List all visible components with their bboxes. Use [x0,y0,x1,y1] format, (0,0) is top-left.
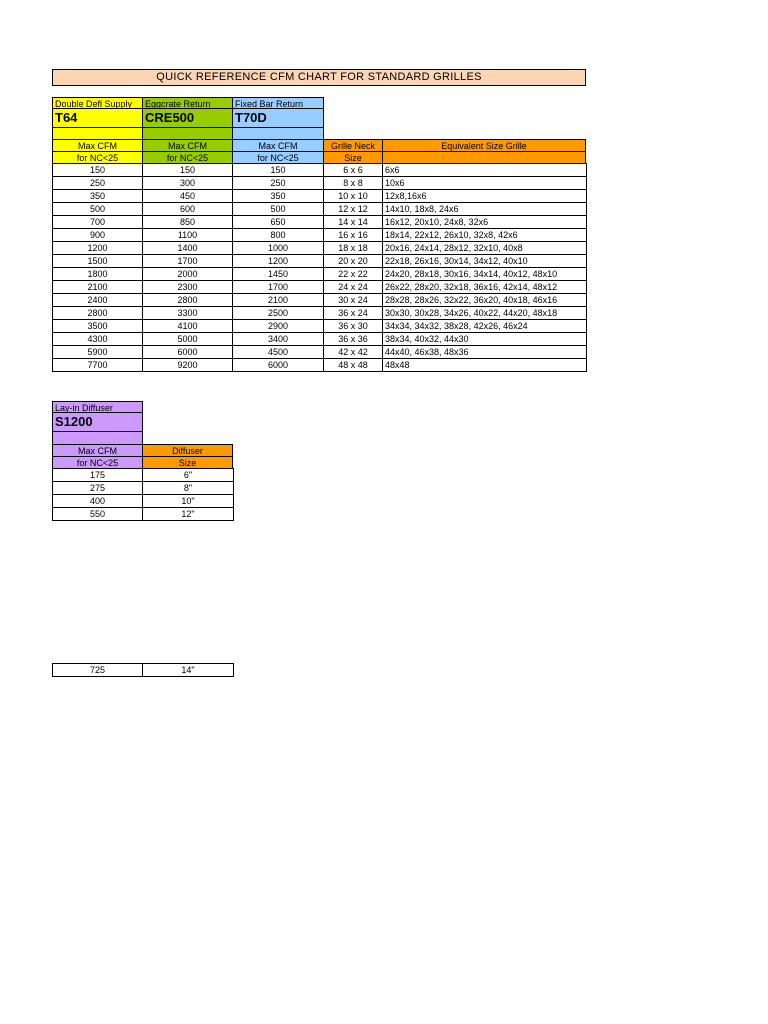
diffuser-cfm-cell: 550 [53,508,143,521]
diffuser-model: S1200 [52,412,143,432]
diffuser-cfm-cell: 400 [53,495,143,508]
table-row [53,203,587,216]
cre500-cfm-cell: 600 [143,203,233,216]
t70d-model: T70D [232,108,324,128]
neck-size-cell: 24 x 24 [324,281,383,294]
table-row [53,508,234,521]
t64-cfm-cell: 5900 [53,346,143,359]
equivalent-size-header: Equivalent Size Grille [382,139,586,152]
diffuser-size-header: Diffuser [142,444,233,457]
grille-cfm-table [52,163,587,372]
cre500-cfm-cell: 2800 [143,294,233,307]
cre500-cfm-cell: 850 [143,216,233,229]
t64-model: T64 [52,108,143,128]
chart-title: QUICK REFERENCE CFM CHART FOR STANDARD GRILLES [52,69,586,86]
t64-nc-header: for NC<25 [52,151,143,164]
t64-cfm-cell: 2400 [53,294,143,307]
t64-cfm-cell: 2100 [53,281,143,294]
diffuser-maxcfm-header: Max CFM [52,444,143,457]
table-row [53,469,234,482]
t64-cfm-cell: 1800 [53,268,143,281]
t64-cfm-cell: 1500 [53,255,143,268]
t70d-cfm-cell: 2900 [233,320,324,333]
neck-size-cell: 30 x 24 [324,294,383,307]
neck-size-cell: 36 x 24 [324,307,383,320]
t64-cfm-cell: 2800 [53,307,143,320]
neck-size-cell: 36 x 36 [324,333,383,346]
diffuser-cfm-table [52,468,234,521]
cre500-type-label: Eggcrate Return [142,97,233,109]
table-row [53,268,587,281]
t70d-cfm-cell: 3400 [233,333,324,346]
neck-size-cell: 16 x 16 [324,229,383,242]
table-row [53,229,587,242]
equivalent-size-cell: 18x14, 22x12, 26x10, 32x8, 42x6 [383,229,587,242]
cre500-maxcfm-header: Max CFM [142,139,233,152]
t70d-cfm-cell: 1000 [233,242,324,255]
equivalent-size-cell: 22x18, 26x16, 30x14, 34x12, 40x10 [383,255,587,268]
table-row [53,482,234,495]
equivalent-size-cell: 14x10, 18x8, 24x6 [383,203,587,216]
t70d-cfm-cell: 1700 [233,281,324,294]
cre500-cfm-cell: 6000 [143,346,233,359]
grille-neck-size-header: Size [323,151,383,164]
cre500-cfm-cell: 1700 [143,255,233,268]
table-row [53,495,234,508]
equivalent-size-cell: 16x12, 20x10, 24x8, 32x6 [383,216,587,229]
neck-size-cell: 20 x 20 [324,255,383,268]
t70d-cfm-cell: 1450 [233,268,324,281]
diffuser-size-cell: 14" [143,664,234,677]
diffuser-cfm-cell: 275 [53,482,143,495]
t64-type-label: Double Defl Supply [52,97,143,109]
table-row [53,333,587,346]
t64-cfm-cell: 500 [53,203,143,216]
neck-size-cell: 18 x 18 [324,242,383,255]
equivalent-size-cell: 20x16, 24x14, 28x12, 32x10, 40x8 [383,242,587,255]
neck-size-cell: 12 x 12 [324,203,383,216]
t64-cfm-cell: 4300 [53,333,143,346]
t64-cfm-cell: 3500 [53,320,143,333]
cre500-cfm-cell: 3300 [143,307,233,320]
diffuser-cfm-cell: 725 [53,664,143,677]
table-row [53,346,587,359]
equivalent-size-cell: 6x6 [383,164,587,177]
table-row [53,177,587,190]
equivalent-size-cell: 44x40, 46x38, 48x36 [383,346,587,359]
equivalent-size-cell: 10x6 [383,177,587,190]
equivalent-size-cell: 48x48 [383,359,587,372]
table-row [53,320,587,333]
t70d-type-label: Fixed Bar Return [232,97,324,109]
neck-size-cell: 6 x 6 [324,164,383,177]
t70d-nc-header: for NC<25 [232,151,324,164]
t70d-cfm-cell: 1200 [233,255,324,268]
neck-size-cell: 10 x 10 [324,190,383,203]
diffuser-spacer [52,431,143,445]
cre500-cfm-cell: 2300 [143,281,233,294]
equivalent-size-cell: 24x20, 28x18, 30x16, 34x14, 40x12, 48x10 [383,268,587,281]
equivalent-size-cell: 26x22, 28x20, 32x18, 36x16, 42x14, 48x12 [383,281,587,294]
grille-neck-header: Grille Neck [323,139,383,152]
t70d-cfm-cell: 4500 [233,346,324,359]
diffuser-size-cell: 6" [143,469,234,482]
diffuser-type-label: Lay-in Diffuser [52,401,143,413]
table-row [53,307,587,320]
neck-size-cell: 22 x 22 [324,268,383,281]
equivalent-size-cell: 28x28, 28x26, 32x22, 36x20, 40x18, 46x16 [383,294,587,307]
t70d-cfm-cell: 6000 [233,359,324,372]
neck-size-cell: 14 x 14 [324,216,383,229]
cre500-cfm-cell: 9200 [143,359,233,372]
cre500-cfm-cell: 450 [143,190,233,203]
diffuser-extra-row [52,663,234,677]
t64-cfm-cell: 350 [53,190,143,203]
t70d-cfm-cell: 2500 [233,307,324,320]
cre500-cfm-cell: 1100 [143,229,233,242]
cre500-cfm-cell: 4100 [143,320,233,333]
diffuser-nc-header: for NC<25 [52,456,143,469]
table-row [53,255,587,268]
t70d-cfm-cell: 2100 [233,294,324,307]
t64-cfm-cell: 7700 [53,359,143,372]
cre500-nc-header: for NC<25 [142,151,233,164]
t70d-cfm-cell: 150 [233,164,324,177]
t70d-cfm-cell: 800 [233,229,324,242]
table-row [53,281,587,294]
diffuser-size-cell: 8" [143,482,234,495]
diffuser-size-cell: 10" [143,495,234,508]
t70d-cfm-cell: 250 [233,177,324,190]
table-row [53,164,587,177]
table-row [53,242,587,255]
equivalent-size-cell: 30x30, 30x28, 34x26, 40x22, 44x20, 48x18 [383,307,587,320]
equivalent-size-cell: 38x34, 40x32, 44x30 [383,333,587,346]
t64-cfm-cell: 900 [53,229,143,242]
table-row [53,294,587,307]
table-row [53,216,587,229]
t64-cfm-cell: 700 [53,216,143,229]
neck-size-cell: 36 x 30 [324,320,383,333]
cre500-cfm-cell: 5000 [143,333,233,346]
table-row [53,359,587,372]
t64-cfm-cell: 150 [53,164,143,177]
t70d-cfm-cell: 650 [233,216,324,229]
diffuser-size-header-2: Size [142,456,233,469]
diffuser-cfm-cell: 175 [53,469,143,482]
cre500-cfm-cell: 2000 [143,268,233,281]
cre500-cfm-cell: 300 [143,177,233,190]
t64-maxcfm-header: Max CFM [52,139,143,152]
table-row [53,664,234,677]
cre500-model: CRE500 [142,108,233,128]
cre500-cfm-cell: 1400 [143,242,233,255]
equivalent-size-cell: 34x34, 34x32, 38x28, 42x26, 46x24 [383,320,587,333]
diffuser-size-cell: 12" [143,508,234,521]
t64-cfm-cell: 250 [53,177,143,190]
t70d-cfm-cell: 350 [233,190,324,203]
neck-size-cell: 48 x 48 [324,359,383,372]
t64-cfm-cell: 1200 [53,242,143,255]
table-row [53,190,587,203]
t70d-cfm-cell: 500 [233,203,324,216]
cre500-cfm-cell: 150 [143,164,233,177]
neck-size-cell: 8 x 8 [324,177,383,190]
neck-size-cell: 42 x 42 [324,346,383,359]
equivalent-size-cell: 12x8,16x6 [383,190,587,203]
t70d-maxcfm-header: Max CFM [232,139,324,152]
